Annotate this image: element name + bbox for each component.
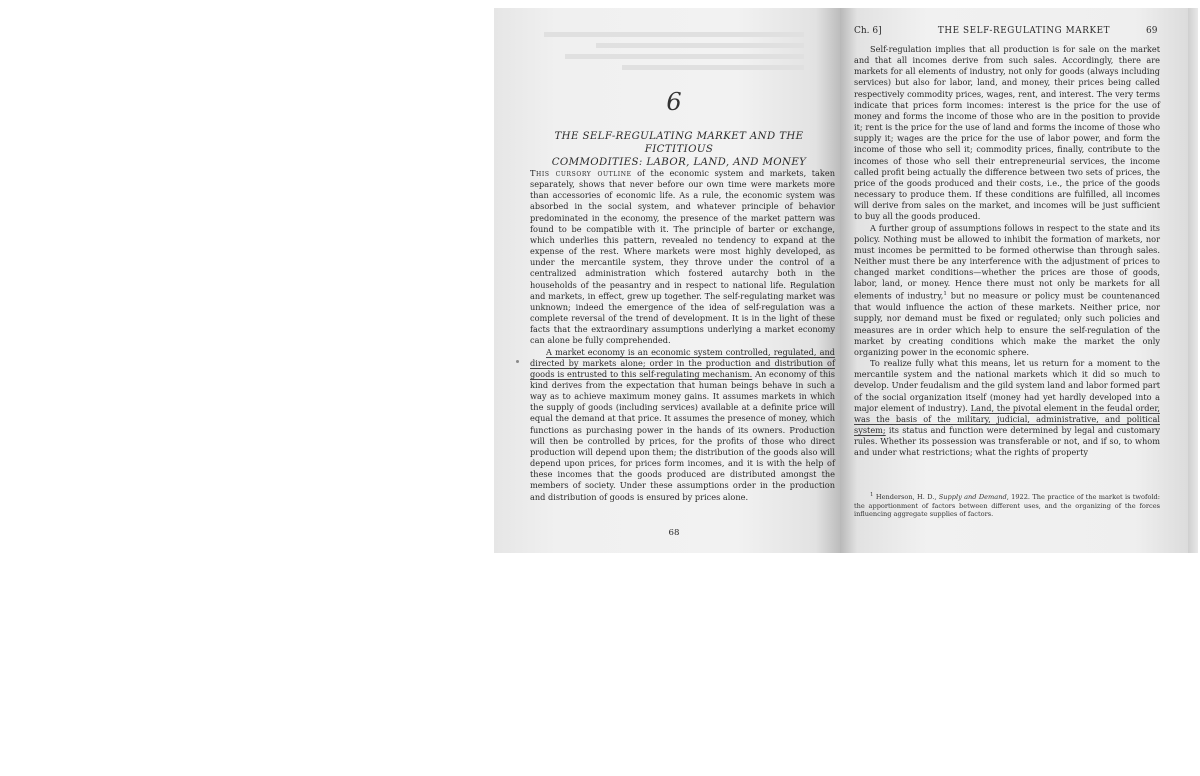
footnote-author: Henderson, H. D.,	[873, 493, 939, 502]
right-paragraph-3	[854, 358, 1160, 458]
running-head-chapter: Ch. 6]	[854, 26, 882, 36]
page-edge	[1188, 8, 1198, 553]
footnote-text: , 1922. The practice of the market is twofold: the apportionment of factors between different uses, and the organizing of the forces influencing aggregate supplies of factors.	[854, 493, 1160, 519]
left-page-body	[530, 168, 835, 503]
chapter-number: 6	[666, 88, 682, 116]
underlined-passage-right: Land, the pivotal element in the feudal order, was the basis of the military, judicial, administrative, and political system;	[854, 402, 1160, 436]
right-paragraph-1: Self-regulation implies that all production is for sale on the market and that all incomes derive from such sales. Accordingly, there are markets for all elements of industry, not only for goods (always including services) but also for labor, land, and money, their prices being called respectively commodity prices, wages, rent, and interest. The very terms indicate that prices form incomes: interest is the price for the use of money and forms the income of those who are in the position to provide it; rent is the price for the use of land and forms the income of those who supply it; wages are the price for the use of labor power, and form the income of those who sell it; commodity prices, finally, contribute to the incomes of those who sell their entrepreneurial services, the income called profit being actually the difference between two sets of prices, the price of the goods produced and their costs, i.e., the price of the goods necessary to produce them. If these conditions are fulfilled, all incomes will derive from sales on the market, and incomes will be just sufficient to buy all the goods produced.	[854, 44, 1160, 222]
paragraph-2-text: An economy of this kind derives from the expectation that human beings behave in such a way as to achieve maximum money gains. It assumes markets in which the supply of goods (including services) available at a definite price will equal the demand at that price. It assumes the presence of money, which functions as purchasing power in the hands of its owners. Production will then be controlled by prices, for the profits of those who direct production will depend upon them; the distribution of the goods also will depend upon prices, for prices form incomes, and it is with the help of these incomes that the goods produced are distributed amongst the members of society. Under these assumptions order in the production and distribution of goods is ensured by prices alone.	[530, 368, 835, 502]
left-page-number: 68	[668, 528, 680, 538]
right-page-body	[854, 44, 1160, 459]
paragraph-1-text: of the economic system and markets, taken separately, shows that never before our own time were markets more than accessories of economic life. As a rule, the economic system was absorbed in the social system, and whatever principle of behavior predominated in the economy, the presence of the market pattern was found to be compatible with it. The principle of barter or exchange, which underlies this pattern, revealed no tendency to expand at the expense of the rest. Where markets were most highly developed, as under the mercantile system, they throve under the control of a centralized administration which fostered autarchy both in the households of the peasantry and in respect to national life. Regulation and markets, in effect, grew up together. The self-regulating market was unknown; indeed the emergence of the idea of self-regulation was a complete reversal of the trend of development. It is in the light of these facts that the extraordinary assumptions underlying a market economy can alone be fully comprehended.	[530, 168, 835, 346]
paragraph-3b-text: its status and function were determined by legal and customary rules. Whether its possession was transferable or not, and if so, to whom and under what restrictions; what the rights of property	[854, 425, 1160, 458]
footnote	[854, 491, 1160, 519]
paragraph-lead-in: This cursory outline	[530, 168, 632, 178]
chapter-title-line-1: THE SELF-REGULATING MARKET AND THE FICTITIOUS	[554, 131, 804, 155]
left-paragraph-1	[530, 168, 835, 347]
scanned-book-spread	[494, 8, 1198, 553]
left-page	[494, 8, 840, 553]
running-head-title: THE SELF-REGULATING MARKET	[937, 26, 1111, 36]
paragraph-3a-text: To realize fully what this means, let us return for a moment to the mercantile system and the national markets which it did so much to develop. Under feudalism and the gild system land and labor formed part of the social organization itself (money had yet hardly developed into a major element of industry).	[854, 358, 1160, 413]
bleed-through-text	[544, 26, 804, 76]
chapter-title-line-2: COMMODITIES: LABOR, LAND, AND MONEY	[551, 157, 807, 168]
margin-pencil-mark	[516, 360, 519, 363]
paragraph-2b-text: but no measure or policy must be countenanced that would influence the action of these markets. Neither price, nor supply, nor demand must be fixed or regulated; only such policies and measures are in order which help to ensure the self-regulation of the market by creating conditions which make the market the only organizing power in the economic sphere.	[854, 291, 1160, 357]
paragraph-2a-text: A further group of assumptions follows in respect to the state and its policy. Nothing must be allowed to inhibit the formation of markets, nor must incomes be permitted to be formed otherwise than through sales. Neither must there be any interference with the adjustment of prices to changed market conditions—whether the prices are those of goods, labor, land, or money. Hence there must not only be markets for all elements of industry,	[854, 222, 1160, 302]
footnote-work-title: Supply and Demand	[938, 493, 1007, 502]
left-paragraph-2	[530, 347, 835, 503]
footnote-mark: 1	[870, 492, 874, 498]
underlined-passage: A market economy is an economic system controlled, regulated, and directed by markets alone; order in the production and distribution of goods is entrusted to this self-regulating mechanism.	[530, 346, 835, 379]
right-paragraph-2	[854, 223, 1160, 359]
right-page-number: 69	[1146, 26, 1158, 36]
chapter-title	[524, 130, 834, 169]
footnote-reference: 1	[943, 291, 947, 298]
